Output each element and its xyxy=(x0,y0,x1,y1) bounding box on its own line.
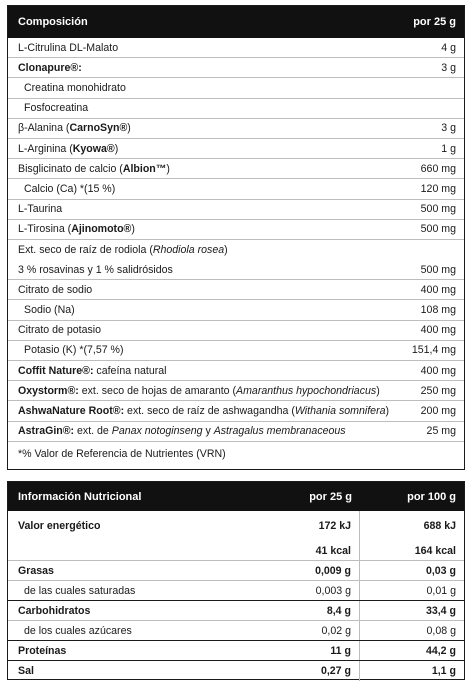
composition-row xyxy=(8,280,464,300)
ingredient-amount: 3 g xyxy=(441,61,456,74)
ingredient-text: ) xyxy=(376,384,380,397)
composition-header-amount: por 25 g xyxy=(413,16,456,28)
ingredient-amount: 1 g xyxy=(441,142,456,155)
ingredient-name xyxy=(8,143,386,155)
ingredient-name xyxy=(8,82,386,94)
nutrition-row xyxy=(8,661,464,681)
ingredient-name xyxy=(8,405,389,417)
nutrition-row xyxy=(8,641,464,661)
ingredient-text: Oxystorm®: xyxy=(18,384,79,397)
ingredient-amount: 120 mg xyxy=(420,182,456,195)
ingredient-name xyxy=(8,425,386,437)
ingredient-name xyxy=(8,324,386,336)
nutrient-value-per-25g: 8,4 g xyxy=(260,601,360,620)
ingredient-name xyxy=(8,244,386,256)
composition-footnote-row xyxy=(8,442,464,466)
ingredient-amount: 250 mg xyxy=(420,384,456,397)
composition-row xyxy=(8,300,464,320)
ingredient-text: Clonapure®: xyxy=(18,61,82,74)
ingredient-name xyxy=(8,62,386,74)
nutrient-label: Proteínas xyxy=(18,644,67,657)
ingredient-name xyxy=(8,183,386,195)
ingredient-text: ext. seco de hojas de amaranto ( xyxy=(78,384,237,397)
nutrient-value-per-100g: 0,03 g xyxy=(425,564,456,577)
ingredient-text: L-Taurina xyxy=(18,203,63,216)
nutrition-row xyxy=(8,601,464,621)
ingredient-amount: 400 mg xyxy=(420,283,456,296)
ingredient-text: L-Arginina ( xyxy=(18,142,73,155)
composition-row xyxy=(8,78,464,98)
ingredient-amount: 500 mg xyxy=(420,263,456,276)
ingredient-text: Citrato de potasio xyxy=(18,324,102,337)
ingredient-text: cafeína natural xyxy=(93,364,167,377)
ingredient-amount: 151,4 mg xyxy=(411,344,456,357)
ingredient-text: Albion™ xyxy=(122,162,167,175)
composition-row xyxy=(8,341,464,361)
ingredient-name xyxy=(8,264,386,276)
ingredient-amount: 200 mg xyxy=(420,404,456,417)
ingredient-name xyxy=(8,385,386,397)
nutrition-header-col2: por 100 g xyxy=(407,490,456,503)
nutrition-header xyxy=(8,482,464,511)
nutrient-value-per-25g: 11 g xyxy=(260,641,360,660)
ingredient-text: ) xyxy=(127,122,131,135)
ingredient-text: Creatina monohidrato xyxy=(24,81,126,94)
ingredient-text: Rhodiola rosea xyxy=(152,243,225,256)
nutrient-value-per-25g: 172 kJ xyxy=(260,511,360,541)
nutrient-label: de los cuales azúcares xyxy=(24,624,132,637)
nutrient-label: Valor energético xyxy=(18,520,101,532)
ingredient-text: ) xyxy=(131,223,135,236)
composition-row xyxy=(8,401,464,421)
composition-header xyxy=(8,6,464,38)
nutrient-value-per-100g: 44,2 g xyxy=(425,644,456,657)
nutrient-label: Carbohidratos xyxy=(18,604,91,617)
nutrient-value-per-25g: 0,003 g xyxy=(260,581,360,600)
ingredient-text: Astragalus membranaceous xyxy=(213,425,346,438)
ingredient-name xyxy=(8,344,386,356)
ingredient-amount: 400 mg xyxy=(420,364,456,377)
nutrient-value-per-100g: 164 kcal xyxy=(414,544,456,557)
ingredient-name xyxy=(8,304,386,316)
ingredient-text: AstraGin®: xyxy=(18,425,75,438)
ingredient-text: Withania somnifera xyxy=(294,404,386,417)
nutrient-value-per-25g: 0,27 g xyxy=(260,661,360,681)
ingredient-text: Citrato de sodio xyxy=(18,283,93,296)
nutrition-header-col1: por 25 g xyxy=(309,490,352,503)
ingredient-text: Bisglicinato de calcio ( xyxy=(18,162,123,175)
ingredient-amount: 25 mg xyxy=(426,425,456,438)
ingredient-name xyxy=(8,203,386,215)
ingredient-text: L-Citrulina DL-Malato xyxy=(18,41,119,54)
ingredient-amount: 4 g xyxy=(441,41,456,54)
composition-row xyxy=(8,179,464,199)
nutrient-label: Sal xyxy=(18,665,34,677)
ingredient-text: L-Tirosina ( xyxy=(18,223,72,236)
ingredient-text: ) xyxy=(224,243,228,256)
nutrient-value-per-100g: 33,4 g xyxy=(425,604,456,617)
nutrient-label: Grasas xyxy=(18,564,54,577)
ingredient-amount: 108 mg xyxy=(420,304,456,317)
composition-row xyxy=(8,321,464,341)
composition-row xyxy=(8,361,464,381)
ingredient-text: Amaranthus hypochondriacus xyxy=(236,384,377,397)
ingredient-text: ) xyxy=(385,404,390,417)
ingredient-text: ) xyxy=(114,142,119,155)
ingredient-text: CarnoSyn® xyxy=(69,122,128,135)
ingredient-text: Potasio (K) *(7,57 %) xyxy=(24,344,124,357)
nutrient-value-per-100g: 688 kJ xyxy=(423,520,456,532)
nutrient-value-per-100g: 0,08 g xyxy=(426,624,456,637)
ingredient-text: Panax notoginseng xyxy=(111,425,203,438)
ingredient-text: Kyowa® xyxy=(72,142,115,155)
nutrient-value-per-25g: 0,02 g xyxy=(260,621,360,640)
composition-row xyxy=(8,38,464,58)
ingredient-text: 3 % rosavinas y 1 % salidrósidos xyxy=(18,263,173,276)
ingredient-text: Calcio (Ca) *(15 %) xyxy=(24,182,116,195)
composition-row xyxy=(8,159,464,179)
composition-row xyxy=(8,381,464,401)
ingredient-text: Ajinomoto® xyxy=(71,223,132,236)
ingredient-name xyxy=(8,42,386,54)
ingredient-text: ext. de xyxy=(74,425,112,438)
ingredient-text: AshwaNature Root®: xyxy=(18,404,125,417)
ingredient-name xyxy=(8,163,386,175)
composition-row xyxy=(8,260,464,280)
ingredient-text: Coffit Nature®: xyxy=(18,364,94,377)
composition-footnote: *% Valor de Referencia de Nutrientes (VRN) xyxy=(18,447,226,460)
nutrient-value-per-100g: 1,1 g xyxy=(431,665,456,677)
composition-table xyxy=(7,5,465,470)
nutrient-value-per-100g: 0,01 g xyxy=(426,584,456,597)
composition-row xyxy=(8,220,464,240)
nutrient-label: de las cuales saturadas xyxy=(24,584,136,597)
nutrition-row xyxy=(8,621,464,641)
nutrient-value-per-25g: 0,009 g xyxy=(260,561,360,580)
ingredient-name xyxy=(8,122,386,134)
ingredient-amount: 3 g xyxy=(441,122,456,135)
nutrition-row xyxy=(8,561,464,581)
ingredient-text: Ext. seco de raíz de rodiola ( xyxy=(18,243,153,256)
ingredient-text: β-Alanina ( xyxy=(18,122,70,135)
nutrient-value-per-25g: 41 kcal xyxy=(260,541,360,560)
composition-row xyxy=(8,99,464,119)
nutrition-table xyxy=(7,481,465,680)
composition-header-label: Composición xyxy=(18,16,88,28)
nutrition-row xyxy=(8,581,464,601)
ingredient-text: y xyxy=(202,425,214,438)
ingredient-amount: 400 mg xyxy=(420,324,456,337)
composition-row xyxy=(8,200,464,220)
ingredient-text: ext. seco de raíz de ashwagandha ( xyxy=(124,404,295,417)
ingredient-amount: 500 mg xyxy=(420,203,456,216)
ingredient-amount: 500 mg xyxy=(420,223,456,236)
ingredient-name xyxy=(8,223,386,235)
nutrition-body xyxy=(8,511,464,681)
composition-row xyxy=(8,422,464,442)
nutrition-header-label: Información Nutricional xyxy=(18,490,142,503)
nutrition-row xyxy=(8,511,464,541)
composition-body xyxy=(8,38,464,442)
nutrition-row xyxy=(8,541,464,561)
ingredient-name xyxy=(8,102,386,114)
ingredient-text: Fosfocreatina xyxy=(24,102,89,115)
ingredient-text: Sodio (Na) xyxy=(24,304,75,317)
ingredient-amount: 660 mg xyxy=(420,162,456,175)
ingredient-text: ) xyxy=(166,162,170,175)
ingredient-name xyxy=(8,365,386,377)
composition-row xyxy=(8,139,464,159)
composition-row xyxy=(8,240,464,260)
composition-row xyxy=(8,119,464,139)
composition-row xyxy=(8,58,464,78)
ingredient-name xyxy=(8,284,386,296)
